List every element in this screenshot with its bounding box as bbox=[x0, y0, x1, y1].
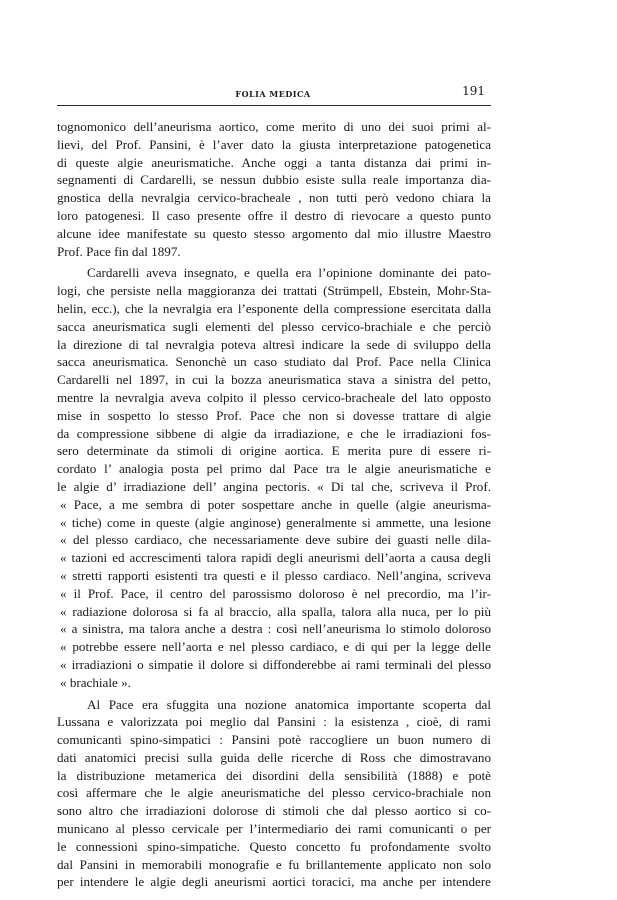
text-line: « radiazione dolorosa si fa al braccio, alla spalla, talora alla nuca, per lo più bbox=[60, 603, 491, 619]
text-line: logi, che persiste nella maggioranza dei trattati (Strümpell, Ebstein, Mohr-Sta- bbox=[57, 283, 491, 299]
text-line: « del plesso cardiaco, che necessariamente deve subire dei guasti nelle dila- bbox=[60, 532, 491, 548]
running-title: FOLIA MEDICA bbox=[235, 89, 311, 99]
text-line: da compressione sibbene di algie da irradiazione, e che le irradiazioni fos- bbox=[57, 425, 491, 441]
text-line: helin, ecc.), che la nevralgia era l’esponente della compressione esercitata dalla bbox=[57, 300, 491, 316]
text-line: sono altro che irradiazioni dolorose di stimoli che dal plesso aortico si co- bbox=[57, 803, 491, 819]
text-line: segnamenti di Cardarelli, se nessun dubbio esiste sulla reale importanza dia- bbox=[57, 172, 491, 188]
text-line: « brachiale ». bbox=[60, 674, 131, 690]
text-line: sacca aneurismatica. Senonchè un caso studiato dal Prof. Pace nella Clinica bbox=[57, 354, 491, 370]
text-line: Cardarelli aveva insegnato, e quella era l’opinione dominante dei pato- bbox=[87, 265, 491, 281]
text-line: sero determinate da stimoli di origine aortica. E merita pure di essere ri- bbox=[57, 443, 491, 459]
text-line: comunicanti spino-simpatici : Pansini potè raccogliere un buon numero di bbox=[57, 732, 491, 748]
text-line: di queste algie aneurismatiche. Anche oggi a tanta distanza dai primi in- bbox=[57, 154, 491, 170]
text-line: alcune idee manifestate su questo stesso argomento dal mio illustre Maestro bbox=[57, 225, 491, 241]
text-line: « irradiazioni o simpatie il dolore si diffonderebbe ai rami terminali del plesso bbox=[60, 656, 491, 672]
text-line: municano al plesso cervicale per l’intermediario dei rami comunicanti o per bbox=[57, 821, 491, 837]
text-line: « tazioni ed accrescimenti talora rapidi degli aneurismi dell’aorta a causa degli bbox=[60, 550, 491, 566]
text-line: « stretti rapporti esistenti tra questi e il plesso cardiaco. Nell’angina, scriveva bbox=[60, 567, 491, 583]
running-header bbox=[57, 84, 489, 102]
text-line: gnostica della nevralgia cervico-bracheale , non tutti però vedono chiara la bbox=[57, 190, 491, 206]
text-line: dati anatomici precisi sulla guida delle ricerche di Ross che dimostravano bbox=[57, 749, 491, 765]
text-line: « tiche) come in queste (algie anginose) generalmente si ammette, una lesione bbox=[60, 514, 491, 530]
text-line: Cardarelli nel 1897, in cui la bozza aneurismatica stava a sinistra del petto, bbox=[57, 372, 491, 388]
text-line: Al Pace era sfuggita una nozione anatomica importante scoperta dal bbox=[87, 696, 491, 712]
text-line: « potrebbe essere nell’aorta e nel plesso cardiaco, e di qui per la legge delle bbox=[60, 639, 491, 655]
text-line: la distribuzione metamerica dei disordini della sensibilità (1888) e potè bbox=[57, 767, 491, 783]
text-line: « a sinistra, ma talora anche a destra : così nell’aneurisma lo stimolo doloroso bbox=[60, 621, 491, 637]
text-line: per intendere le algie degli aneurismi aortici toracici, ma anche per intendere bbox=[57, 874, 491, 890]
text-line: dal Pansini in memorabili monografie e fu brillantemente applicato non solo bbox=[57, 856, 491, 872]
text-line: mise in sospetto lo stesso Prof. Pace che non si dovesse trattare di algie bbox=[57, 407, 491, 423]
text-line: « il Prof. Pace, il centro del parossismo doloroso è nel precordio, ma l’ir- bbox=[60, 585, 491, 601]
text-line: « Pace, a me sembra di poter sospettare anche in quelle (algie aneurisma- bbox=[60, 496, 491, 512]
text-line: sacca aneurismatica sugli elementi del plesso cervico-brachiale e che perciò bbox=[57, 318, 491, 334]
text-line: Prof. Pace fin dal 1897. bbox=[57, 243, 181, 259]
text-line: così affermare che le algie aneurismatiche del plesso cervico-brachiale non bbox=[57, 785, 491, 801]
text-line: tognomonico dell’aneurisma aortico, come merito di uno dei suoi primi al- bbox=[57, 119, 491, 134]
text-line: le algie d’ irradiazione dell’ angina pectoris. « Di tal che, scriveva il Prof. bbox=[57, 478, 491, 494]
text-line: le connessioni spino-simpatiche. Questo concetto fu profondamente svolto bbox=[57, 838, 491, 854]
text-line: lievi, del Prof. Pansini, è l’aver dato la giusta interpretazione patogenetica bbox=[57, 136, 491, 152]
text-line: Lussana e valorizzata poi meglio dal Pansini : la esistenza , cioè, di rami bbox=[57, 714, 491, 730]
text-line: la direzione di tal nevralgia poteva altresì indicare la sede di sviluppo della bbox=[57, 336, 491, 352]
page-number: 191 bbox=[462, 84, 485, 98]
header-rule bbox=[57, 105, 491, 106]
text-line: mentre la nevralgia aveva colpito il plesso cervico-bracheale del lato opposto bbox=[57, 389, 491, 405]
body-text bbox=[57, 118, 491, 891]
text-line: loro patogenesi. Il caso presente offre il destro di rievocare a questo punto bbox=[57, 207, 491, 223]
text-line: cordato l’ analogia posta pel primo dal Pace tra le algie aneurismatiche e bbox=[57, 461, 491, 477]
